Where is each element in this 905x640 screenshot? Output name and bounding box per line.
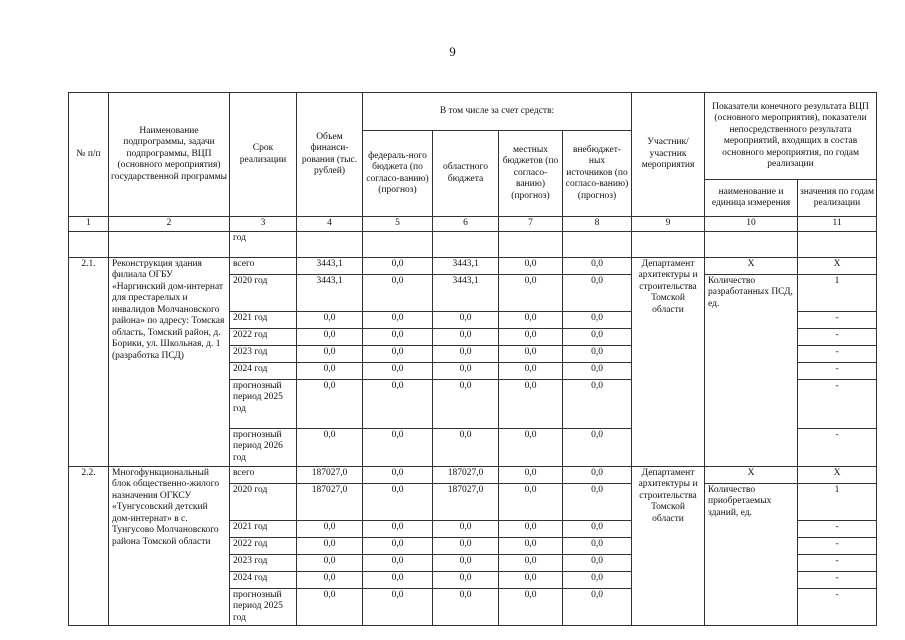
empty-cell (109, 231, 230, 257)
participant-cell: Департамент архитектуры и строительства Томской области (632, 257, 705, 466)
volume-cell: 187027,0 (297, 466, 363, 483)
indicator-value-cell: - (798, 554, 877, 571)
volume-cell: 0,0 (297, 588, 363, 626)
indicator-value-cell: - (798, 328, 877, 345)
federal-cell: 0,0 (363, 311, 433, 328)
table-row (69, 466, 877, 483)
extra-cell: 0,0 (563, 311, 632, 328)
volume-cell: 0,0 (297, 520, 363, 537)
carry-over-row (69, 231, 877, 257)
volume-cell: 0,0 (297, 311, 363, 328)
extra-cell: 0,0 (563, 345, 632, 362)
volume-cell: 0,0 (297, 345, 363, 362)
indicator-name-cell (705, 554, 798, 571)
indicator-value-cell: - (798, 379, 877, 428)
term-cell: 2021 год (230, 311, 297, 328)
extra-cell: 0,0 (563, 257, 632, 274)
term-cell: всего (230, 466, 297, 483)
extra-cell: 0,0 (563, 483, 632, 520)
header-name: Наименование подпрограммы, задачи подпрограммы, ВЦП (основного мероприятия) государственной программы (109, 93, 230, 217)
column-number: 11 (798, 217, 877, 232)
indicator-value-cell: - (798, 311, 877, 328)
volume-cell: 0,0 (297, 571, 363, 588)
term-cell: 2022 год (230, 537, 297, 554)
volume-cell: 0,0 (297, 428, 363, 466)
federal-cell: 0,0 (363, 466, 433, 483)
extra-cell: 0,0 (563, 537, 632, 554)
extra-cell: 0,0 (563, 379, 632, 428)
indicator-name-cell: Х (705, 257, 798, 274)
local-cell: 0,0 (499, 257, 563, 274)
extra-cell: 0,0 (563, 554, 632, 571)
indicator-value-cell: - (798, 588, 877, 626)
column-numbers-row (69, 217, 877, 232)
regional-cell: 0,0 (433, 428, 499, 466)
empty-cell (297, 231, 363, 257)
term-cell: 2024 год (230, 571, 297, 588)
indicator-value-cell: Х (798, 257, 877, 274)
table-row (69, 257, 877, 274)
term-cell: 2022 год (230, 328, 297, 345)
federal-cell: 0,0 (363, 588, 433, 626)
extra-cell: 0,0 (563, 588, 632, 626)
header-term: Срок реализации (230, 93, 297, 217)
header-regional: областного бюджета (433, 131, 499, 217)
regional-cell: 0,0 (433, 362, 499, 379)
term-cell: прогнозный период 2025 год (230, 588, 297, 626)
federal-cell: 0,0 (363, 571, 433, 588)
indicator-value-cell: - (798, 428, 877, 466)
indicator-name-cell: Х (705, 466, 798, 483)
local-cell: 0,0 (499, 362, 563, 379)
empty-cell (705, 231, 798, 257)
term-cell: 2023 год (230, 554, 297, 571)
local-cell: 0,0 (499, 428, 563, 466)
local-cell: 0,0 (499, 483, 563, 520)
column-number: 2 (109, 217, 230, 232)
regional-cell: 187027,0 (433, 466, 499, 483)
regional-cell: 0,0 (433, 537, 499, 554)
extra-cell: 0,0 (563, 428, 632, 466)
indicator-name-cell (705, 379, 798, 428)
federal-cell: 0,0 (363, 328, 433, 345)
column-number: 5 (363, 217, 433, 232)
local-cell: 0,0 (499, 311, 563, 328)
volume-cell: 187027,0 (297, 483, 363, 520)
header-extra: внебюджет-ных источников (по согласо-ванию) (прогноз) (563, 131, 632, 217)
federal-cell: 0,0 (363, 379, 433, 428)
local-cell: 0,0 (499, 571, 563, 588)
federal-cell: 0,0 (363, 483, 433, 520)
section-number: 2.2. (69, 466, 109, 626)
local-cell: 0,0 (499, 466, 563, 483)
column-number: 10 (705, 217, 798, 232)
federal-cell: 0,0 (363, 554, 433, 571)
section-name: Реконструкция здания филиала ОГБУ «Наргинский дом-интернат для престарелых и инвалидов Молчановского района» по адресу: Томская область, Томский район, д. Борики, ул. Школьная, д. 1 (разработка ПСД) (109, 257, 230, 466)
indicator-name-cell (705, 328, 798, 345)
term-cell: прогнозный период 2026 год (230, 428, 297, 466)
volume-cell: 0,0 (297, 379, 363, 428)
local-cell: 0,0 (499, 554, 563, 571)
empty-cell (499, 231, 563, 257)
column-number: 4 (297, 217, 363, 232)
term-cell: 2021 год (230, 520, 297, 537)
indicator-value-cell: - (798, 345, 877, 362)
header-indicator-name: наименование и единица измерения (705, 180, 798, 217)
header-federal: федераль-ного бюджета (по согласо-ванию) (прогноз) (363, 131, 433, 217)
volume-cell: 0,0 (297, 328, 363, 345)
indicator-value-cell: - (798, 537, 877, 554)
local-cell: 0,0 (499, 537, 563, 554)
extra-cell: 0,0 (563, 520, 632, 537)
header-indicators: Показатели конечного результата ВЦП (основного мероприятия), показатели непосредственного результата мероприятий, входящих в состав основного мероприятия, по годам реализации (705, 93, 877, 180)
indicator-value-cell: - (798, 362, 877, 379)
term-cell: 2024 год (230, 362, 297, 379)
indicator-name-cell (705, 362, 798, 379)
header-num: № п/п (69, 93, 109, 217)
page-number: 9 (449, 44, 456, 59)
empty-cell (433, 231, 499, 257)
section-number: 2.1. (69, 257, 109, 466)
header-including: В том числе за счет средств: (363, 93, 632, 131)
indicator-name-cell (705, 588, 798, 626)
term-cell: всего (230, 257, 297, 274)
header-volume: Объем финанси-рования (тыс. рублей) (297, 93, 363, 217)
header-participant: Участник/ участник мероприятия (632, 93, 705, 217)
indicator-name-cell: Количество разработанных ПСД, ед. (705, 274, 798, 311)
empty-cell (563, 231, 632, 257)
regional-cell: 0,0 (433, 588, 499, 626)
regional-cell: 0,0 (433, 554, 499, 571)
indicator-name-cell (705, 537, 798, 554)
term-cell: 2020 год (230, 274, 297, 311)
volume-cell: 3443,1 (297, 274, 363, 311)
extra-cell: 0,0 (563, 328, 632, 345)
empty-cell (798, 231, 877, 257)
regional-cell: 0,0 (433, 520, 499, 537)
extra-cell: 0,0 (563, 466, 632, 483)
indicator-name-cell (705, 520, 798, 537)
header-local: местных бюджетов (по согласо-ванию) (прогноз) (499, 131, 563, 217)
volume-cell: 0,0 (297, 537, 363, 554)
federal-cell: 0,0 (363, 362, 433, 379)
participant-cell: Департамент архитектуры и строительства Томской области (632, 466, 705, 626)
regional-cell: 3443,1 (433, 257, 499, 274)
regional-cell: 0,0 (433, 379, 499, 428)
section-name: Многофункциональный блок общественно-жилого назначения ОГКСУ «Тунгусовский детский дом-интернат» в с. Тунгусово Молчановского района Томской области (109, 466, 230, 626)
federal-cell: 0,0 (363, 345, 433, 362)
regional-cell: 187027,0 (433, 483, 499, 520)
regional-cell: 3443,1 (433, 274, 499, 311)
local-cell: 0,0 (499, 345, 563, 362)
indicator-name-cell (705, 571, 798, 588)
empty-cell (69, 231, 109, 257)
indicator-value-cell: Х (798, 466, 877, 483)
indicator-name-cell (705, 311, 798, 328)
indicator-value-cell: 1 (798, 274, 877, 311)
term-cell: 2023 год (230, 345, 297, 362)
local-cell: 0,0 (499, 520, 563, 537)
volume-cell: 3443,1 (297, 257, 363, 274)
federal-cell: 0,0 (363, 274, 433, 311)
volume-cell: 0,0 (297, 362, 363, 379)
indicator-name-cell (705, 345, 798, 362)
regional-cell: 0,0 (433, 345, 499, 362)
indicator-value-cell: 1 (798, 483, 877, 520)
local-cell: 0,0 (499, 588, 563, 626)
program-table (68, 92, 877, 626)
indicator-name-cell: Количество приобретаемых зданий, ед. (705, 483, 798, 520)
extra-cell: 0,0 (563, 274, 632, 311)
column-number: 3 (230, 217, 297, 232)
federal-cell: 0,0 (363, 428, 433, 466)
federal-cell: 0,0 (363, 257, 433, 274)
term-cell: 2020 год (230, 483, 297, 520)
extra-cell: 0,0 (563, 362, 632, 379)
volume-cell: 0,0 (297, 554, 363, 571)
indicator-value-cell: - (798, 571, 877, 588)
column-number: 6 (433, 217, 499, 232)
empty-cell (363, 231, 433, 257)
empty-cell (632, 231, 705, 257)
term-cell: прогнозный период 2025 год (230, 379, 297, 428)
local-cell: 0,0 (499, 274, 563, 311)
column-number: 9 (632, 217, 705, 232)
regional-cell: 0,0 (433, 311, 499, 328)
indicator-name-cell (705, 428, 798, 466)
federal-cell: 0,0 (363, 537, 433, 554)
local-cell: 0,0 (499, 328, 563, 345)
local-cell: 0,0 (499, 379, 563, 428)
column-number: 8 (563, 217, 632, 232)
regional-cell: 0,0 (433, 328, 499, 345)
federal-cell: 0,0 (363, 520, 433, 537)
column-number: 1 (69, 217, 109, 232)
regional-cell: 0,0 (433, 571, 499, 588)
indicator-value-cell: - (798, 520, 877, 537)
column-number: 7 (499, 217, 563, 232)
header-indicator-values: значения по годам реализации (798, 180, 877, 217)
extra-cell: 0,0 (563, 571, 632, 588)
term-cell: год (230, 231, 297, 257)
